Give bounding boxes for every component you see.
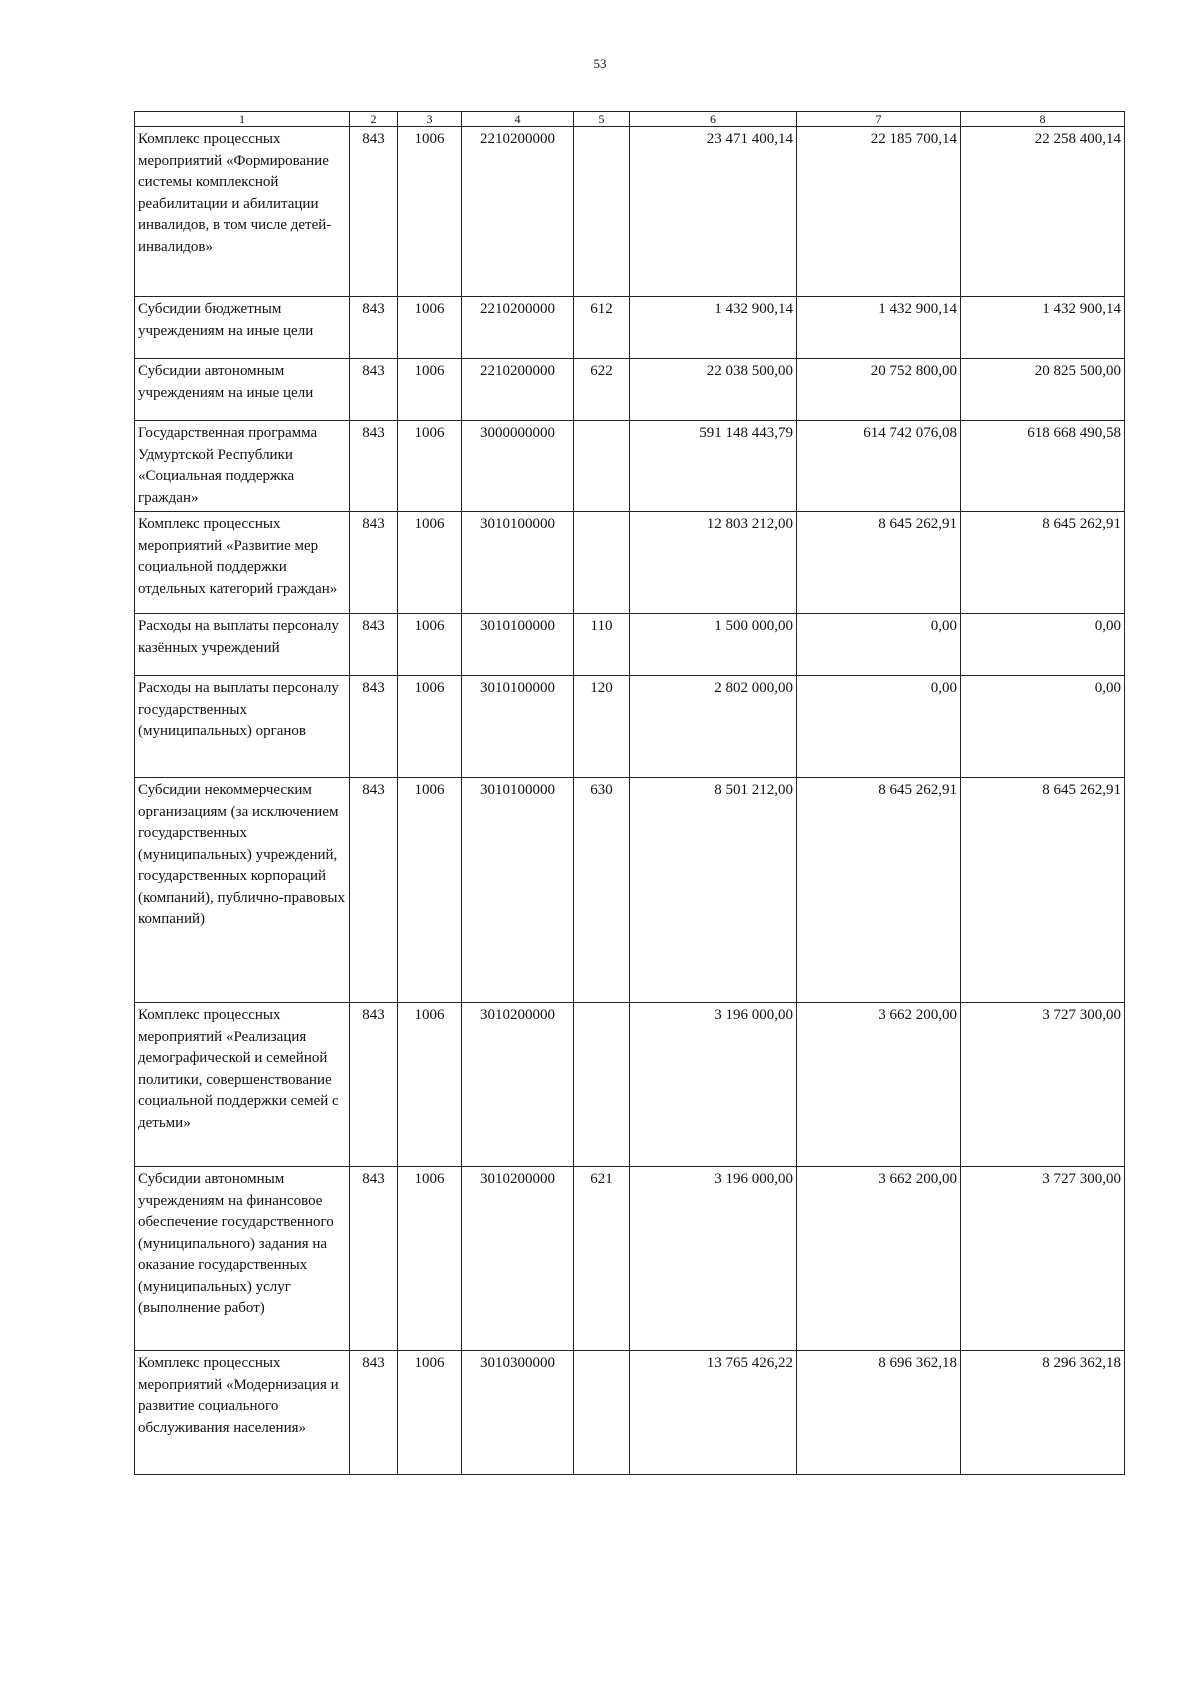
- target-article-cell: 2210200000: [462, 297, 574, 359]
- amount-year3-cell: 20 825 500,00: [961, 359, 1125, 421]
- section-code-cell: 1006: [398, 512, 462, 614]
- page-number: 53: [593, 56, 607, 71]
- table-row: [135, 359, 1125, 421]
- amount-year1-cell: 3 196 000,00: [630, 1167, 797, 1351]
- target-article-cell: 2210200000: [462, 359, 574, 421]
- ministry-code-cell: 843: [350, 1003, 398, 1167]
- amount-year1-cell: 1 432 900,14: [630, 297, 797, 359]
- section-code-cell: 1006: [398, 1003, 462, 1167]
- row-name-cell: Субсидии автономным учреждениям на иные цели: [135, 359, 350, 421]
- target-article-cell: 3010100000: [462, 614, 574, 676]
- column-number-row: [135, 112, 1125, 127]
- amount-year1-cell: 1 500 000,00: [630, 614, 797, 676]
- expense-type-cell: [574, 512, 630, 614]
- table-row: [135, 512, 1125, 614]
- section-code-cell: 1006: [398, 1167, 462, 1351]
- column-header-6: 6: [630, 112, 797, 127]
- amount-year3-cell: 3 727 300,00: [961, 1167, 1125, 1351]
- amount-year2-cell: 20 752 800,00: [797, 359, 961, 421]
- ministry-code-cell: 843: [350, 676, 398, 778]
- row-name-cell: Комплекс процессных мероприятий «Модернизация и развитие социального обслуживания населения»: [135, 1351, 350, 1475]
- expense-type-cell: 622: [574, 359, 630, 421]
- table-row: [135, 1167, 1125, 1351]
- amount-year2-cell: 3 662 200,00: [797, 1167, 961, 1351]
- ministry-code-cell: 843: [350, 297, 398, 359]
- amount-year3-cell: 3 727 300,00: [961, 1003, 1125, 1167]
- amount-year3-cell: 8 645 262,91: [961, 512, 1125, 614]
- target-article-cell: 2210200000: [462, 127, 574, 297]
- ministry-code-cell: 843: [350, 359, 398, 421]
- amount-year2-cell: 8 645 262,91: [797, 512, 961, 614]
- amount-year1-cell: 2 802 000,00: [630, 676, 797, 778]
- ministry-code-cell: 843: [350, 1167, 398, 1351]
- amount-year1-cell: 13 765 426,22: [630, 1351, 797, 1475]
- section-code-cell: 1006: [398, 614, 462, 676]
- table-row: [135, 297, 1125, 359]
- amount-year3-cell: 8 296 362,18: [961, 1351, 1125, 1475]
- expense-type-cell: 110: [574, 614, 630, 676]
- table-row: [135, 614, 1125, 676]
- section-code-cell: 1006: [398, 778, 462, 1003]
- table-row: [135, 676, 1125, 778]
- amount-year2-cell: 1 432 900,14: [797, 297, 961, 359]
- amount-year1-cell: 12 803 212,00: [630, 512, 797, 614]
- section-code-cell: 1006: [398, 1351, 462, 1475]
- expense-type-cell: 612: [574, 297, 630, 359]
- section-code-cell: 1006: [398, 297, 462, 359]
- row-name-cell: Субсидии некоммерческим организациям (за исключением государственных (муниципальных) учреждений, государственных корпораций (компаний), публично-правовых компаний): [135, 778, 350, 1003]
- ministry-code-cell: 843: [350, 127, 398, 297]
- row-name-cell: Государственная программа Удмуртской Республики «Социальная поддержка граждан»: [135, 421, 350, 512]
- amount-year3-cell: 618 668 490,58: [961, 421, 1125, 512]
- expense-type-cell: [574, 1003, 630, 1167]
- target-article-cell: 3010100000: [462, 512, 574, 614]
- amount-year3-cell: 22 258 400,14: [961, 127, 1125, 297]
- amount-year1-cell: 591 148 443,79: [630, 421, 797, 512]
- expense-type-cell: 120: [574, 676, 630, 778]
- amount-year1-cell: 3 196 000,00: [630, 1003, 797, 1167]
- ministry-code-cell: 843: [350, 421, 398, 512]
- row-name-cell: Субсидии автономным учреждениям на финансовое обеспечение государственного (муниципального) задания на оказание государственных (муниципальных) услуг (выполнение работ): [135, 1167, 350, 1351]
- amount-year2-cell: 8 645 262,91: [797, 778, 961, 1003]
- target-article-cell: 3010300000: [462, 1351, 574, 1475]
- row-name-cell: Субсидии бюджетным учреждениям на иные цели: [135, 297, 350, 359]
- amount-year1-cell: 23 471 400,14: [630, 127, 797, 297]
- section-code-cell: 1006: [398, 127, 462, 297]
- ministry-code-cell: 843: [350, 778, 398, 1003]
- amount-year2-cell: 0,00: [797, 676, 961, 778]
- target-article-cell: 3010100000: [462, 778, 574, 1003]
- expense-type-cell: [574, 1351, 630, 1475]
- row-name-cell: Расходы на выплаты персоналу государственных (муниципальных) органов: [135, 676, 350, 778]
- column-header-3: 3: [398, 112, 462, 127]
- column-header-7: 7: [797, 112, 961, 127]
- table-row: [135, 1351, 1125, 1475]
- amount-year2-cell: 3 662 200,00: [797, 1003, 961, 1167]
- column-header-2: 2: [350, 112, 398, 127]
- amount-year3-cell: 8 645 262,91: [961, 778, 1125, 1003]
- amount-year2-cell: 614 742 076,08: [797, 421, 961, 512]
- amount-year2-cell: 8 696 362,18: [797, 1351, 961, 1475]
- amount-year3-cell: 0,00: [961, 676, 1125, 778]
- column-header-4: 4: [462, 112, 574, 127]
- row-name-cell: Комплекс процессных мероприятий «Реализация демографической и семейной политики, совершенствование социальной поддержки семей с детьми»: [135, 1003, 350, 1167]
- section-code-cell: 1006: [398, 676, 462, 778]
- target-article-cell: 3010200000: [462, 1003, 574, 1167]
- amount-year2-cell: 0,00: [797, 614, 961, 676]
- row-name-cell: Комплекс процессных мероприятий «Развитие мер социальной поддержки отдельных категорий граждан»: [135, 512, 350, 614]
- table-row: [135, 1003, 1125, 1167]
- amount-year3-cell: 1 432 900,14: [961, 297, 1125, 359]
- section-code-cell: 1006: [398, 421, 462, 512]
- column-header-1: 1: [135, 112, 350, 127]
- expense-type-cell: [574, 421, 630, 512]
- ministry-code-cell: 843: [350, 512, 398, 614]
- amount-year1-cell: 8 501 212,00: [630, 778, 797, 1003]
- amount-year1-cell: 22 038 500,00: [630, 359, 797, 421]
- amount-year3-cell: 0,00: [961, 614, 1125, 676]
- target-article-cell: 3010200000: [462, 1167, 574, 1351]
- amount-year2-cell: 22 185 700,14: [797, 127, 961, 297]
- ministry-code-cell: 843: [350, 1351, 398, 1475]
- column-header-5: 5: [574, 112, 630, 127]
- row-name-cell: Расходы на выплаты персоналу казённых учреждений: [135, 614, 350, 676]
- table-row: [135, 421, 1125, 512]
- expense-type-cell: 630: [574, 778, 630, 1003]
- table-row: [135, 778, 1125, 1003]
- section-code-cell: 1006: [398, 359, 462, 421]
- expense-type-cell: 621: [574, 1167, 630, 1351]
- budget-table: [134, 111, 1125, 1475]
- ministry-code-cell: 843: [350, 614, 398, 676]
- table-row: [135, 127, 1125, 297]
- column-header-8: 8: [961, 112, 1125, 127]
- expense-type-cell: [574, 127, 630, 297]
- row-name-cell: Комплекс процессных мероприятий «Формирование системы комплексной реабилитации и абилитации инвалидов, в том числе детей-инвалидов»: [135, 127, 350, 297]
- target-article-cell: 3010100000: [462, 676, 574, 778]
- target-article-cell: 3000000000: [462, 421, 574, 512]
